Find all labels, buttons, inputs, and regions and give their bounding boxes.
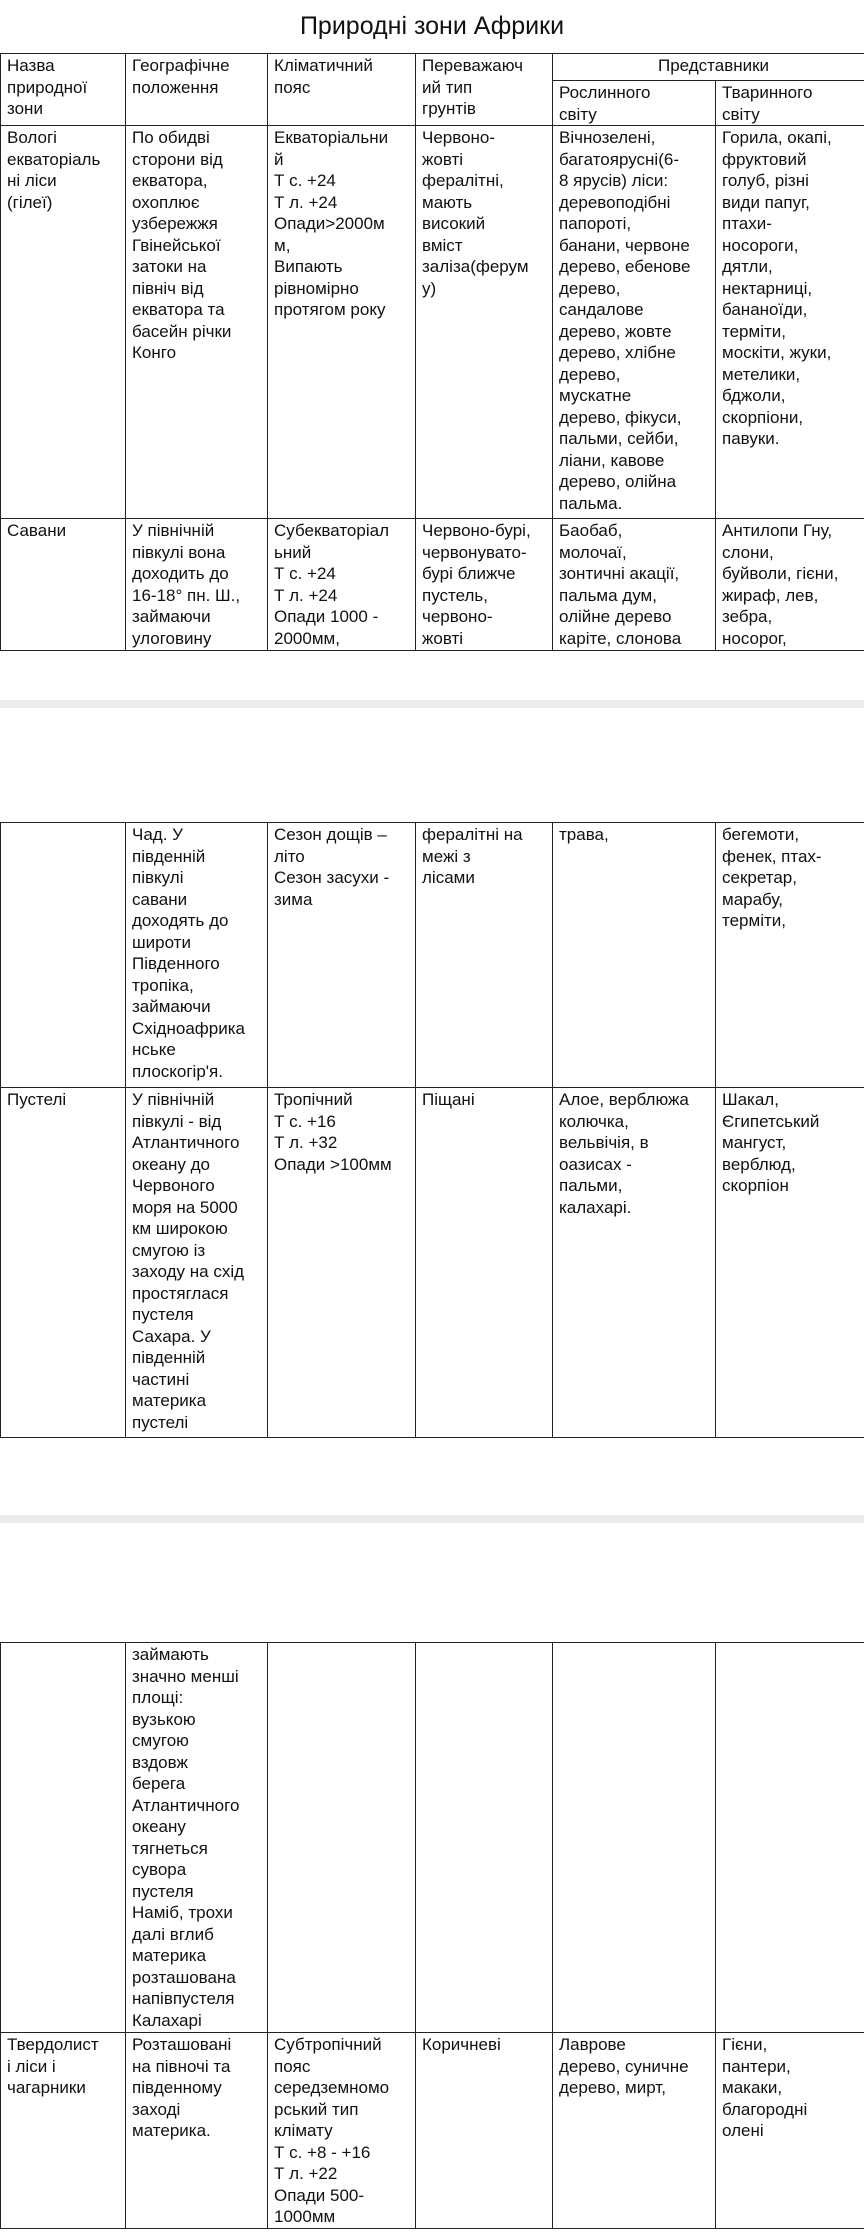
cell-zone	[1, 1643, 126, 2033]
table-row	[1, 2033, 864, 2229]
header-zone: Назва природної зони	[1, 54, 126, 126]
cell-climate: Сезон дощів – літо Сезон засухи - зима	[268, 823, 416, 1088]
cell-plants: Вічнозелені, багатоярусні(6- 8 ярусів) ліси: деревоподібні папороті, банани, червоне дерево, ебенове дерево, сандалове дерево, жовте дерево, хлібне дерево, мускатне дерево, фікуси, пальми, сейби, ліани, кавове дерево, олійна пальма.	[553, 126, 716, 519]
cell-location: У північній півкулі - від Атлантичного океану до Червоного моря на 5000 км широкою смугою із заходу на схід простяглася пустеля Сахара. У південній частині материка пустелі	[126, 1088, 268, 1438]
cell-animals	[716, 1643, 864, 2033]
cell-climate	[268, 1643, 416, 2033]
header-location: Географічне положення	[126, 54, 268, 126]
cell-zone: Твердолист і ліси і чагарники	[1, 2033, 126, 2229]
zones-table-page-2	[0, 822, 864, 1438]
table-row	[1, 823, 864, 1088]
cell-location: Розташовані на півночі та південному заході материка.	[126, 2033, 268, 2229]
cell-zone: Пустелі	[1, 1088, 126, 1438]
cell-zone: Савани	[1, 519, 126, 651]
header-climate: Кліматичний пояс	[268, 54, 416, 126]
cell-plants	[553, 1643, 716, 2033]
header-plants: Рослинного світу	[553, 81, 716, 126]
cell-climate: Субекваторіал ьний Т с. +24 Т л. +24 Опади 1000 - 2000мм,	[268, 519, 416, 651]
header-soil: Переважаюч ий тип грунтів	[416, 54, 553, 126]
cell-soil	[416, 1643, 553, 2033]
cell-location: По обидві сторони від екватора, охоплює узбережжя Гвінейської затоки на північ від екватора та басейн річки Конго	[126, 126, 268, 519]
cell-zone	[1, 823, 126, 1088]
table-row	[1, 519, 864, 651]
cell-animals: Гієни, пантери, макаки, благородні олені	[716, 2033, 864, 2229]
cell-climate: Тропічний Т с. +16 Т л. +32 Опади >100мм	[268, 1088, 416, 1438]
page-separator	[0, 700, 864, 708]
zones-table-page-3	[0, 1642, 864, 2229]
cell-plants: Алое, верблюжа колючка, вельвічія, в оазисах - пальми, калахарі.	[553, 1088, 716, 1438]
cell-soil: Червоно- жовті фералітні, мають високий вміст заліза(ферум у)	[416, 126, 553, 519]
header-representatives: Представники	[553, 54, 864, 81]
table-row	[1, 126, 864, 519]
cell-animals: бегемоти, фенек, птах- секретар, марабу, терміти,	[716, 823, 864, 1088]
page-separator	[0, 1515, 864, 1523]
cell-animals: Антилопи Гну, слони, буйволи, гієни, жираф, лев, зебра, носорог,	[716, 519, 864, 651]
cell-plants: Лаврове дерево, суничне дерево, мирт,	[553, 2033, 716, 2229]
cell-soil: Піщані	[416, 1088, 553, 1438]
header-animals: Тваринного світу	[716, 81, 864, 126]
cell-animals: Шакал, Єгипетський мангуст, верблюд, скорпіон	[716, 1088, 864, 1438]
table-row	[1, 1088, 864, 1438]
cell-climate: Екваторіальни й Т с. +24 Т л. +24 Опади>2000м м, Випають рівномірно протягом року	[268, 126, 416, 519]
cell-soil: Коричневі	[416, 2033, 553, 2229]
cell-plants: Баобаб, молочаї, зонтичні акації, пальма дум, олійне дерево каріте, слонова	[553, 519, 716, 651]
cell-location: У північній півкулі вона доходить до 16-18° пн. Ш., займаючи улоговину	[126, 519, 268, 651]
page-title: Природні зони Африки	[299, 12, 565, 40]
table-row	[1, 1643, 864, 2033]
cell-plants: трава,	[553, 823, 716, 1088]
cell-climate: Субтропічний пояс середземномо рський тип клімату Т с. +8 - +16 Т л. +22 Опади 500- 1000мм	[268, 2033, 416, 2229]
cell-soil: Червоно-бурі, червонувато- бурі ближче пустель, червоно- жовті	[416, 519, 553, 651]
table-header-row	[1, 54, 864, 81]
cell-soil: фералітні на межі з лісами	[416, 823, 553, 1088]
cell-location: Чад. У південній півкулі савани доходять до широти Південного тропіка, займаючи Східноафрика нське плоскогір'я.	[126, 823, 268, 1088]
zones-table-page-1	[0, 53, 864, 651]
cell-location: займають значно менші площі: вузькою смугою вздовж берега Атлантичного океану тягнеться сувора пустеля Наміб, трохи далі вглиб материка розташована напівпустеля Калахарі	[126, 1643, 268, 2033]
cell-zone: Вологі екваторіаль ні ліси (гілеї)	[1, 126, 126, 519]
cell-animals: Горила, окапі, фруктовий голуб, різні види папуг, птахи- носороги, дятли, нектарниці, бананоїди, терміти, москіти, жуки, метелики, бджоли, скорпіони, павуки.	[716, 126, 864, 519]
